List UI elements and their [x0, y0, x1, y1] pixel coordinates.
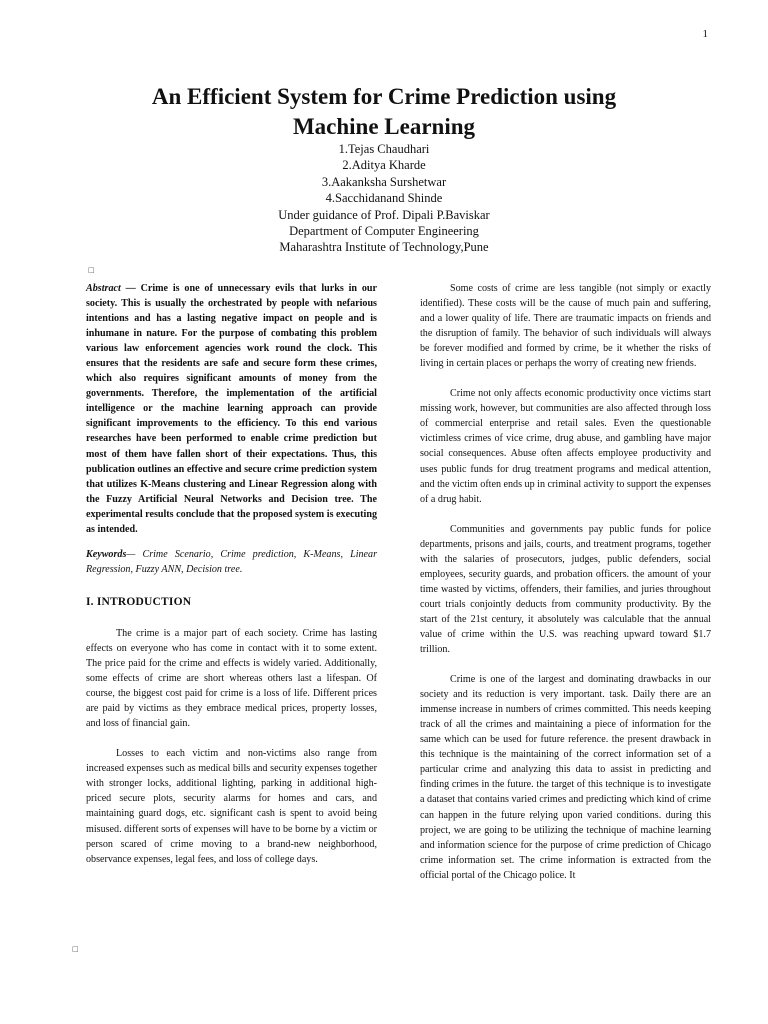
paper-title	[80, 82, 688, 142]
left-paragraph-2: Losses to each victim and non-victims also range from increased expenses such as medical bills and security expenses together with stronger locks, additional lighting, parking in additional high-priced secure plots, security alarms for homes and cars, and maintaining guard dogs, etc. significant cash is spent to avoid being misused. different sorts of expenses will have to be borne by a victim or person scared of crime moving to a brand-new neighborhood, observance expenses, legal fees, and loss of college days.	[86, 748, 377, 865]
right-paragraph-3: Communities and governments pay public funds for police departments, prisons and jails, courts, and treatment programs, together with the salaries of prosecutors, judges, public defenders, social employees, security guards, and probation officers. the amount of your time wasted by victims, offenders, their families, and juries throughout court trials conjointly deducts from community productivity. By the start of the 21st century, it absolutely was calculable that the annual value of crime within the U.S. was reaching upward toward $1.7 trillion.	[420, 523, 711, 656]
title-line-1: An Efficient System for Crime Prediction using	[151, 84, 617, 109]
right-paragraph-2: Crime not only affects economic productivity once victims start missing work, however, but communities are also affected through loss of commercial enterprise and retail sales. Even the questionable victimless crimes of vice crime, drug abuse, and gambling have major social consequences. Abuse often affects employee productivity and uses public funds for drug treatment programs and medical attention, and the victim often ends up in criminal activity to support the expenses of a drug habit.	[420, 388, 711, 505]
abstract-text: Crime is one of unnecessary evils that lurks in our society. This is usually the orchestrated by people with nefarious intentions and has a lasting negative impact on people and is inhumane in nature. For the purpose of combating this problem various law enforcement agencies work round the clock. This ensures that the residents are safe and secure form these crimes, which also requires significant amounts of money from the governments. Therefore, the implementation of the artificial intelligence or the machine learning approach can provide significant improvements to the efficiency. To this end various researches have been performed to enable crime prediction but most of them have fallen short of their expectations. Thus, this publication outlines an effective and secure crime prediction system that utilizes K-Means clustering and Linear Regression along with the Fuzzy Artificial Neural Networks and Decision tree. The experimental results conclude that the proposed system is executing as intended.	[86, 283, 377, 535]
placeholder-mark-bottom: □	[72, 945, 79, 953]
right-paragraph-4: Crime is one of the largest and dominating drawbacks in our society and its reduction is very important. task. Daily there are an immense increase in numbers of crimes committed. This needs keeping track of all the crimes and maintaining a piece of information for the same which can be used for future reference. the present drawback in this technique is the maintaining of the correct information set of a particular crime and analyzing this data to assist in predicting and finding crimes in the future. the target of this technique is to investigate a dataset that contains varied crimes and predicting which kind of crime can happen in the future relying upon varied conditions. during this project, we are going to be utilizing the technique of machine learning and information science for the purpose of crime prediction of Chicago crime information set. The crime information is extracted from the official portal of the Chicago police. It	[420, 674, 711, 881]
abstract-label: Abstract	[86, 283, 121, 294]
section-heading-introduction: I. INTRODUCTION	[86, 595, 192, 608]
institute-line: Maharashtra Institute of Technology,Pune	[279, 240, 489, 255]
keywords-text: Crime Scenario, Crime prediction, K-Means, Linear Regression, Fuzzy ANN, Decision tree.	[86, 548, 377, 575]
right-paragraph-1: Some costs of crime are less tangible (not simply or exactly identified). These costs will be the cause of much pain and suffering, and a lower quality of life. There are traumatic impacts on friends and the disruption of family. The behavior of such individuals will always be forever modified and formed by crime, be it whether the risks of living in certain places or perhaps the worry of creating new friends.	[420, 283, 711, 370]
author-block	[0, 141, 768, 256]
right-column	[420, 281, 711, 883]
title-line-2: Machine Learning	[292, 114, 476, 139]
abstract	[86, 281, 377, 537]
page-number: 1	[702, 28, 708, 40]
keywords	[86, 547, 377, 577]
department-line: Department of Computer Engineering	[289, 224, 479, 239]
guidance-line: Under guidance of Prof. Dipali P.Baviskar	[278, 207, 490, 222]
keywords-dash: —	[126, 548, 143, 560]
author-3: 3.Aakanksha Surshetwar	[321, 174, 447, 189]
author-4: 4.Sacchidanand Shinde	[325, 191, 443, 206]
left-paragraph-1: The crime is a major part of each society. Crime has lasting effects on everyone who has come in contact with it to some extent. The price paid for the crime and effects is widely varied. Additionally, some effects of crime are short whereas others last a lifespan. Of course, the biggest cost paid for crime is a loss of life. Different prices are paid by victims as they embrace medical prices, property losses, and loss of financial gain.	[86, 627, 377, 730]
author-2: 2.Aditya Kharde	[342, 158, 426, 173]
keywords-label: Keywords	[86, 548, 127, 560]
left-column	[86, 281, 377, 867]
abstract-dash: —	[120, 283, 141, 294]
placeholder-mark-top: □	[88, 266, 95, 274]
author-1: 1.Tejas Chaudhari	[338, 142, 430, 156]
